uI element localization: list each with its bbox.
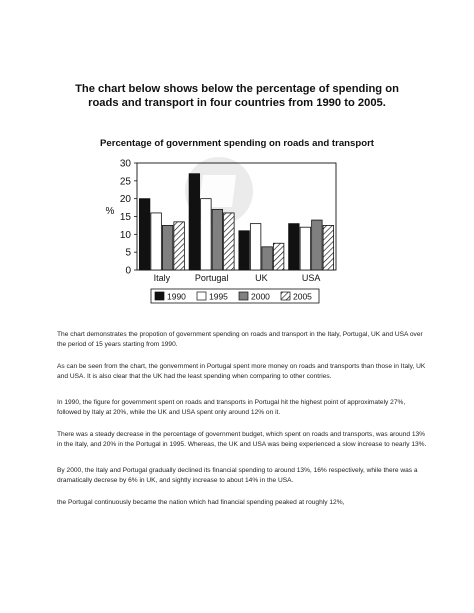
y-tick-label: 10	[119, 229, 131, 241]
y-tick-label: 15	[119, 212, 131, 223]
x-tick-label: Italy	[153, 273, 171, 283]
y-tick-label: 5	[125, 247, 131, 259]
y-tick-label: 20	[119, 194, 131, 206]
legend-label: 1990	[167, 291, 186, 302]
paragraph-4: There was a steady decrease in the percentage of government budget, which spent on roads and transports, was around 13% in the Italy, and 20% in the Portugal in 1995. Whereas, the UK and USA was being experienced a slow increase to nearly 13%.	[57, 431, 427, 449]
paragraph-3: In 1990, the figure for government spent on roads and transports in Portugal hit the highest point of approximately 27%, followed by Italy at 20%, while the UK and USA spent only around 12% on it.	[57, 399, 406, 417]
legend-swatch-2000	[239, 292, 248, 300]
x-tick-label: UK	[255, 273, 268, 283]
bar-italy-1990	[139, 199, 150, 270]
bar-italy-2005	[174, 222, 185, 270]
legend-label: 1995	[209, 291, 228, 302]
legend-label: 2005	[293, 291, 312, 302]
chart-legend	[151, 289, 319, 303]
paragraph-6: the Portugal continuously became the nation which had financial spending peaked at roughly 12%,	[57, 499, 345, 506]
legend-label: 2000	[251, 291, 270, 302]
y-tick-label: 0	[125, 265, 131, 277]
y-axis-label: %	[105, 206, 115, 217]
bar-chart	[0, 150, 474, 310]
legend-swatch-2005	[281, 292, 290, 300]
x-tick-label: USA	[301, 273, 321, 283]
bar-italy-2000	[162, 225, 173, 270]
bar-portugal-1990	[189, 174, 200, 270]
bar-usa-1995	[300, 227, 311, 270]
paragraph-2: As can be seen from the chart, the gonvernment in Portugal spent more money on roads and transports than those in Italy, UK and USA. It is also clear that the UK had the least spending when comparing to other contries.	[57, 363, 426, 381]
bar-uk-1990	[239, 231, 250, 270]
bar-usa-2000	[312, 220, 323, 270]
paragraph-5: By 2000, the Italy and Portugal gradually declined its financial spending to around 13%, 16% respectively, while there was a dramatically decrese by 6% in UK, and sightly increase to about 14% in the USA.	[57, 467, 418, 485]
paragraph-1: The chart demonstrates the propotion of government spending on roads and transport in the Italy, Portugal, UK and USA over the period of 15 years starting from 1990.	[57, 331, 423, 349]
bar-usa-1990	[289, 224, 300, 270]
bar-portugal-2000	[212, 209, 223, 270]
bar-italy-1995	[151, 213, 162, 270]
bar-uk-2000	[262, 247, 273, 270]
x-tick-label: Portugal	[194, 273, 229, 283]
chart-title: Percentage of government spending on roads and transport	[100, 138, 374, 149]
bar-uk-2005	[273, 243, 284, 270]
y-tick-label: 25	[119, 176, 131, 188]
bar-usa-2005	[323, 225, 334, 270]
y-tick-label: 30	[119, 158, 131, 170]
document-heading: The chart below shows below the percentage of spending on roads and transport in four countries from 1990 to 2005.	[75, 83, 399, 109]
bar-portugal-2005	[224, 213, 235, 270]
bar-portugal-1995	[201, 199, 212, 270]
legend-swatch-1990	[155, 292, 164, 300]
legend-swatch-1995	[197, 292, 206, 300]
bar-uk-1995	[250, 224, 261, 270]
